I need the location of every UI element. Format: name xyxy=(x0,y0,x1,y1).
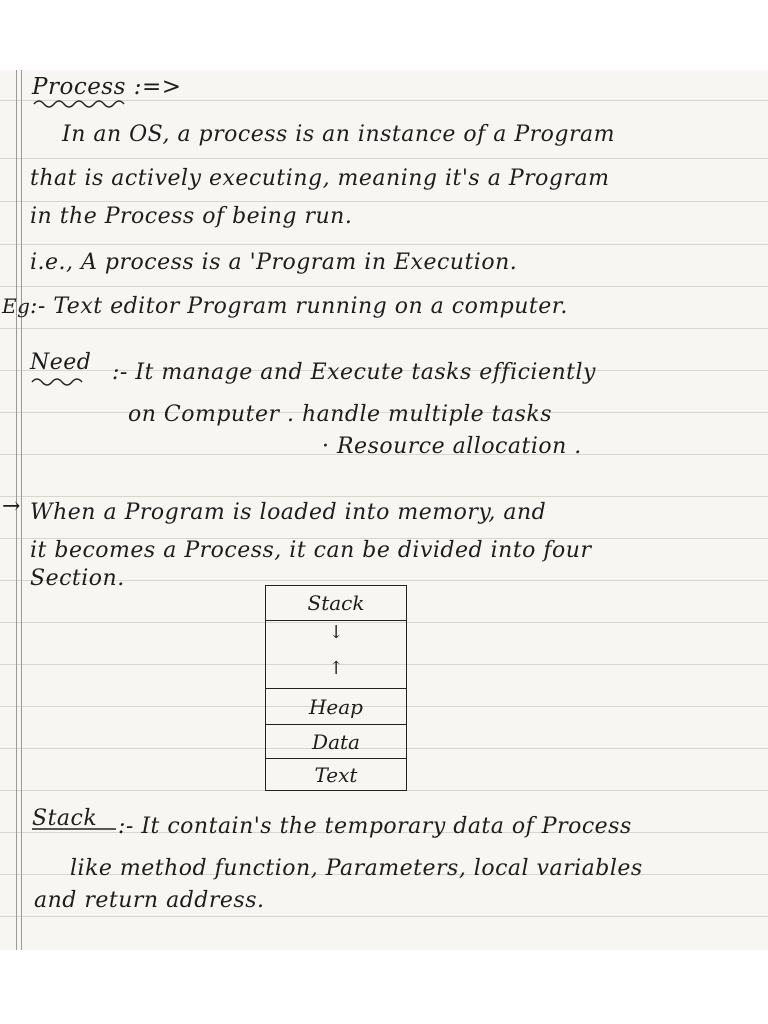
stack-divider xyxy=(266,620,406,621)
example-marker: Eg xyxy=(2,294,31,318)
text-section: Text xyxy=(266,758,406,790)
stack-note-label: Stack xyxy=(32,806,98,831)
down-arrow-icon: ↓ xyxy=(328,622,344,643)
underline xyxy=(30,826,120,832)
memory-line-3: Section. xyxy=(30,566,125,591)
need-label: Need xyxy=(30,350,92,375)
underline-squiggle xyxy=(32,98,132,110)
ruled-line xyxy=(0,286,768,287)
margin-line xyxy=(21,70,22,950)
definition-line-4: i.e., A process is a 'Program in Execution. xyxy=(30,250,518,275)
underline-squiggle xyxy=(30,376,90,388)
ruled-line xyxy=(0,496,768,497)
ruled-line xyxy=(0,916,768,917)
need-line-2: on Computer . handle multiple tasks xyxy=(128,402,552,427)
heap-section: Heap xyxy=(266,688,406,724)
up-arrow-icon: ↑ xyxy=(328,658,344,679)
heading-title: Process :=> xyxy=(32,74,182,100)
stack-section: Stack xyxy=(307,591,365,615)
example-text: :- Text editor Program running on a computer. xyxy=(30,294,568,319)
ruled-line xyxy=(0,201,768,202)
stack-note-line-2: like method function, Parameters, local variables xyxy=(70,856,643,881)
stack-note-line-1: :- It contain's the temporary data of Process xyxy=(118,814,632,839)
stack-note-line-3: and return address. xyxy=(34,888,265,913)
need-line-3: · Resource allocation . xyxy=(322,434,582,459)
definition-line-1: In an OS, a process is an instance of a Program xyxy=(62,122,615,147)
need-line-1: :- It manage and Execute tasks efficiently xyxy=(112,360,596,385)
definition-line-3: in the Process of being run. xyxy=(30,204,353,229)
ruled-line xyxy=(0,328,768,329)
memory-line-1: When a Program is loaded into memory, and xyxy=(30,500,547,525)
ruled-line xyxy=(0,158,768,159)
data-section: Data xyxy=(266,724,406,758)
process-memory-diagram xyxy=(265,585,407,791)
memory-line-2: it becomes a Process, it can be divided into four xyxy=(30,538,592,563)
arrow-icon: → xyxy=(2,494,21,519)
definition-line-2: that is actively executing, meaning it's a Program xyxy=(30,166,610,191)
ruled-line xyxy=(0,244,768,245)
